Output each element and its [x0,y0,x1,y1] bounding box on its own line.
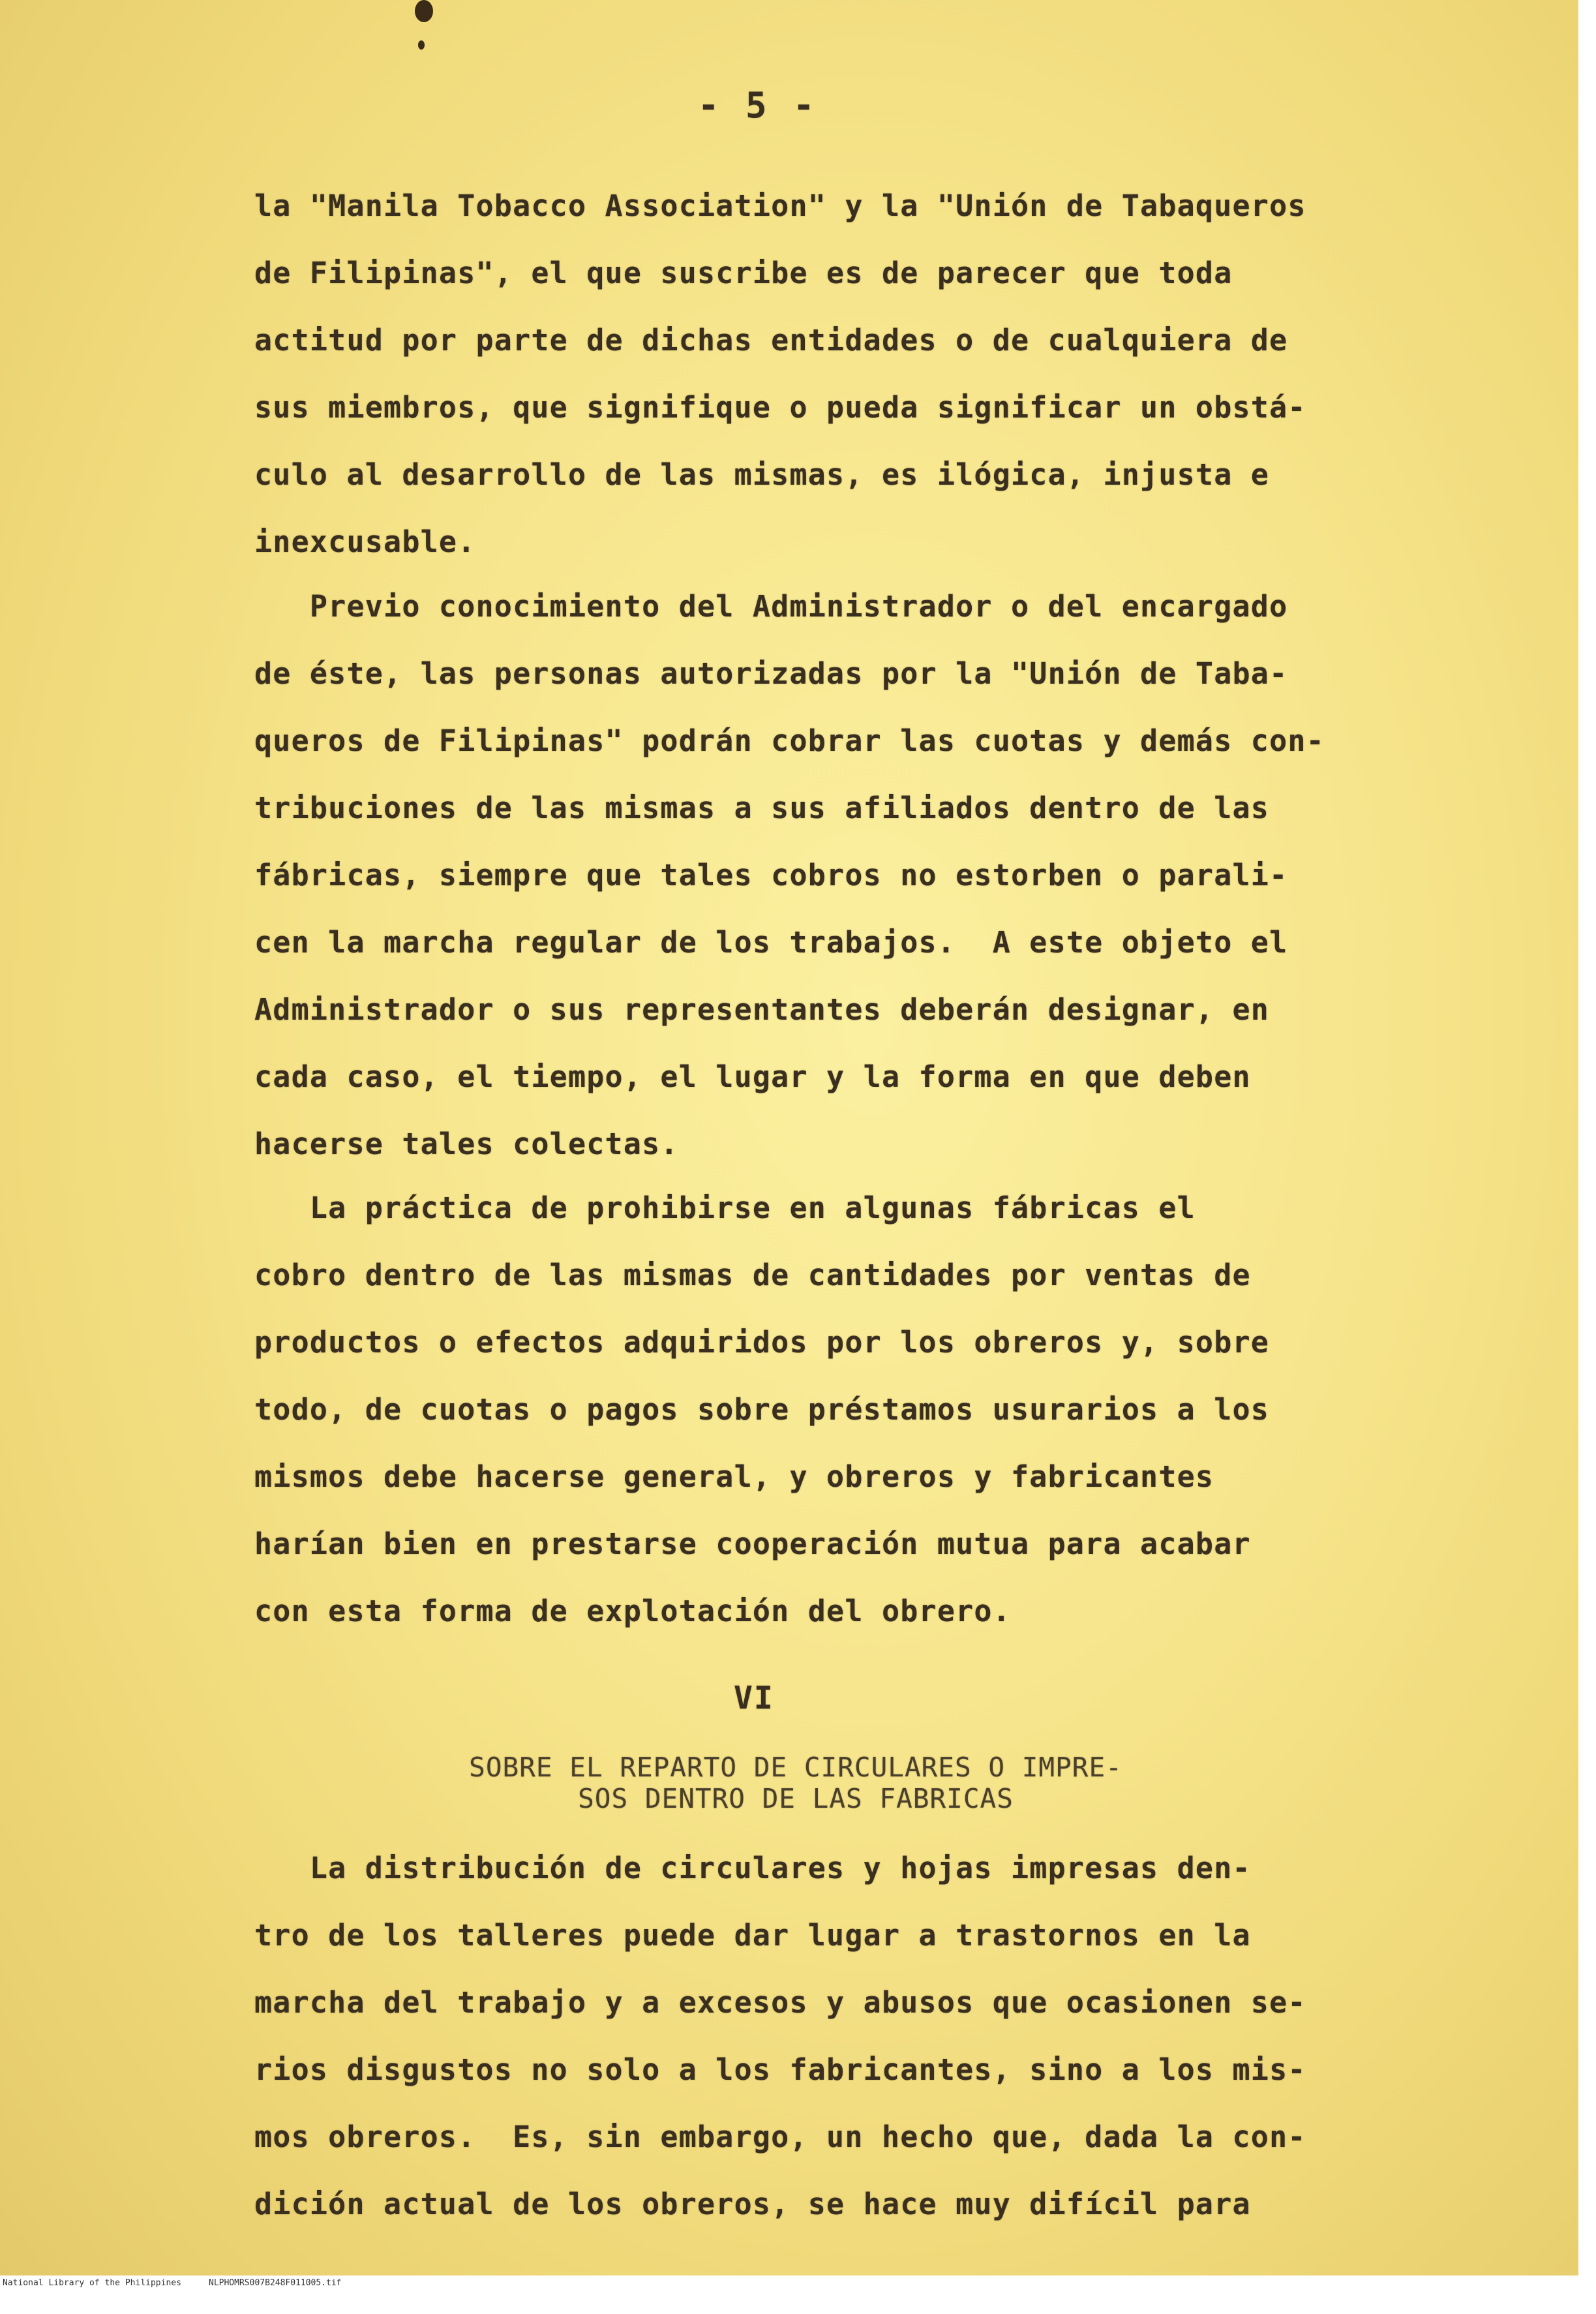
footer-source: National Library of the Philippines [3,2278,181,2288]
text-line: sus miembros, que signifique o pueda significar un obstá- [254,390,1306,425]
text-line: La distribución de circulares y hojas impresas den- [254,1851,1251,1885]
text-line: dición actual de los obreros, se hace muy difícil para [254,2187,1251,2221]
text-line: marcha del trabajo y a excesos y abusos que ocasionen se- [254,1985,1306,2020]
text-line: cen la marcha regular de los trabajos. A este objeto el [254,925,1288,960]
text-line: fábricas, siempre que tales cobros no estorben o parali- [254,858,1288,892]
text-line: de éste, las personas autorizadas por la "Unión de Taba- [254,656,1288,691]
section-title-line: SOBRE EL REPARTO DE CIRCULARES O IMPRE- [469,1752,1122,1783]
text-line: rios disgustos no solo a los fabricantes, sino a los mis- [254,2052,1306,2087]
section-title-line: SOS DENTRO DE LAS FABRICAS [578,1783,1014,1814]
text-line: tro de los talleres puede dar lugar a trastornos en la [254,1918,1251,1953]
text-line: culo al desarrollo de las mismas, es ilógica, injusta e [254,457,1270,492]
text-line: harían bien en prestarse cooperación mutua para acabar [254,1527,1251,1561]
section-title [391,1752,1200,1814]
text-line: inexcusable. [254,525,476,559]
section-number: VI [734,1680,774,1716]
text-line: queros de Filipinas" podrán cobrar las cuotas y demás con- [254,723,1325,758]
text-line: La práctica de prohibirse en algunas fábricas el [254,1191,1196,1225]
text-line: actitud por parte de dichas entidades o de cualquiera de [254,323,1288,358]
text-line: Previo conocimiento del Administrador o del encargado [254,589,1288,624]
text-line: todo, de cuotas o pagos sobre préstamos usurarios a los [254,1392,1270,1427]
text-line: cada caso, el tiempo, el lugar y la forma en que deben [254,1059,1251,1094]
ink-blot [418,40,425,50]
scan-footer [0,2277,1596,2289]
paragraph [254,1834,1415,2238]
paragraph [254,573,1415,1178]
text-line: Administrador o sus representantes deberán designar, en [254,992,1270,1027]
text-line: cobro dentro de las mismas de cantidades por ventas de [254,1258,1251,1292]
text-line: de Filipinas", el que suscribe es de parecer que toda [254,256,1233,290]
paragraph [254,172,1415,575]
paragraph [254,1174,1415,1645]
text-line: mismos debe hacerse general, y obreros y fabricantes [254,1459,1214,1494]
text-line: la "Manila Tobacco Association" y la "Unión de Tabaqueros [254,189,1306,223]
text-line: hacerse tales colectas. [254,1127,679,1161]
footer-file-id: NLPHOMRS007B248F011005.tif [209,2278,342,2288]
text-line: tribuciones de las mismas a sus afiliados dentro de las [254,791,1270,825]
page-number: - 5 - [698,85,817,126]
text-line: productos o efectos adquiridos por los obreros y, sobre [254,1325,1270,1360]
ink-blot [415,0,433,22]
text-line: mos obreros. Es, sin embargo, un hecho que, dada la con- [254,2120,1306,2154]
text-line: con esta forma de explotación del obrero. [254,1594,1011,1628]
